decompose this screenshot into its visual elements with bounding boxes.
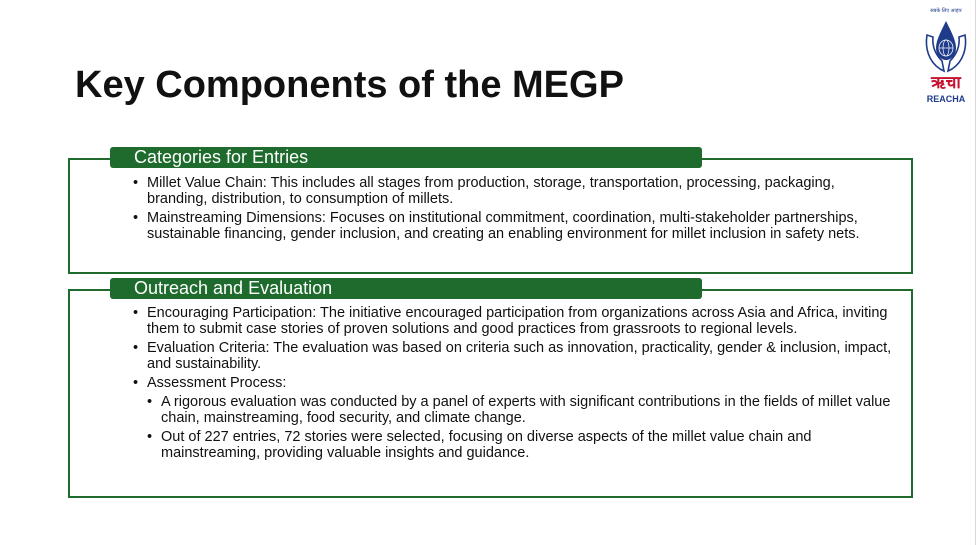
bullet-mark: • bbox=[133, 210, 139, 226]
logo-tagline: सबके लिए आहार bbox=[930, 8, 962, 14]
list-item bbox=[133, 305, 893, 337]
list-item-text: Evaluation Criteria: The evaluation was based on criteria such as innovation, practicality, gender & inclusion, impact, and sustainability. bbox=[147, 340, 892, 372]
reacha-logo bbox=[920, 8, 972, 106]
logo-name: REACHA bbox=[926, 94, 966, 104]
list-item-text: Millet Value Chain: This includes all stages from production, storage, transportation, processing, packaging, branding, distribution, to consumption of millets. bbox=[147, 175, 835, 207]
list-item bbox=[133, 175, 893, 207]
sub-list-item bbox=[147, 394, 893, 426]
bullet-mark: • bbox=[133, 305, 139, 321]
categories-heading: Categories for Entries bbox=[110, 147, 702, 168]
logo-hindi-text: ऋचा bbox=[931, 73, 961, 92]
bullet-mark: • bbox=[133, 340, 139, 356]
slide-title: Key Components of the MEGP bbox=[75, 64, 624, 106]
slide-edge-divider bbox=[975, 0, 976, 545]
list-item bbox=[133, 340, 893, 372]
list-item-text: Encouraging Participation: The initiative encouraged participation from organizations across Asia and Africa, inviting them to submit case stories of proven solutions and good practices from grassroots to regional levels. bbox=[147, 305, 888, 337]
outreach-heading: Outreach and Evaluation bbox=[110, 278, 702, 299]
bullet-mark: • bbox=[147, 429, 153, 445]
list-item-text: Mainstreaming Dimensions: Focuses on institutional commitment, coordination, multi-stakeholder partnerships, sustainable financing, gender inclusion, and creating an enabling environment for millet inclusion in safety nets. bbox=[147, 210, 860, 242]
list-item-text: A rigorous evaluation was conducted by a panel of experts with significant contributions in the fields of millet value chain, mainstreaming, food security, and climate change. bbox=[161, 394, 891, 426]
list-item-text: Assessment Process: bbox=[147, 375, 287, 391]
list-item bbox=[133, 210, 893, 242]
categories-list bbox=[133, 175, 893, 245]
list-item bbox=[133, 375, 893, 391]
outreach-list bbox=[133, 305, 893, 464]
hands-holding-water-drop-icon bbox=[924, 15, 968, 77]
bullet-mark: • bbox=[147, 394, 153, 410]
bullet-mark: • bbox=[133, 375, 139, 391]
sub-list-item bbox=[147, 429, 893, 461]
bullet-mark: • bbox=[133, 175, 139, 191]
list-item-text: Out of 227 entries, 72 stories were selected, focusing on diverse aspects of the millet value chain and mainstreaming, providing valuable insights and guidance. bbox=[161, 429, 812, 461]
